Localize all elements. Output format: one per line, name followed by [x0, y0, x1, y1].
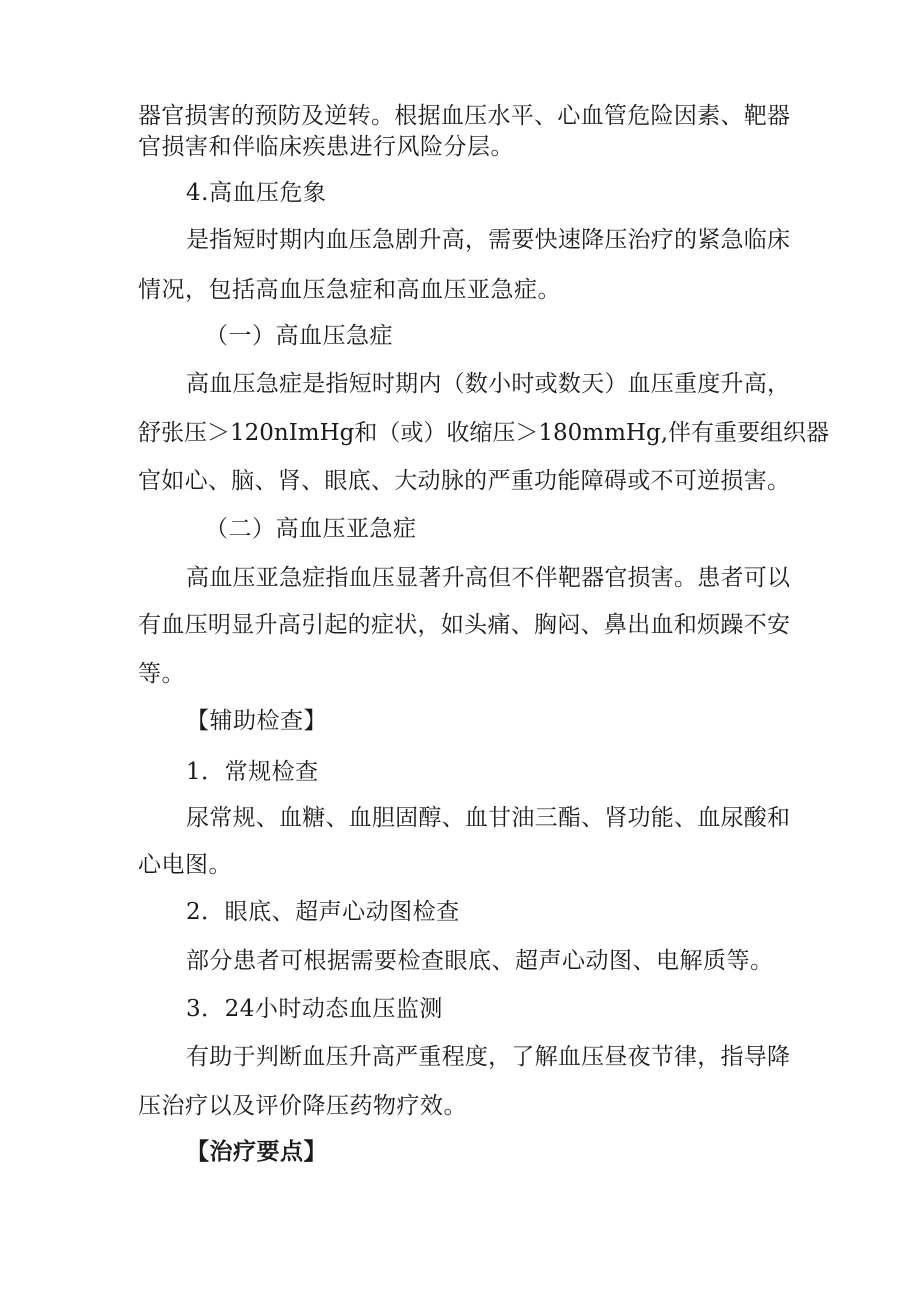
paragraph-line: 等。 — [138, 661, 185, 687]
section-heading: 【治疗要点】 — [186, 1138, 327, 1165]
item-heading: 3．24小时动态血压监测 — [186, 996, 443, 1022]
subsection-heading: （二）高血压亚急症 — [205, 516, 417, 542]
paragraph-line: 尿常规、血糖、血胆固醇、血甘油三酯、肾功能、血尿酸和 — [186, 805, 790, 831]
item-heading: 1．常规检查 — [186, 759, 319, 785]
section-heading: 4.高血压危象 — [186, 180, 327, 206]
paragraph-line: 官损害和伴临床疾患进行风险分层。 — [138, 134, 514, 160]
paragraph-line: 器官损害的预防及逆转。根据血压水平、心血管危险因素、靶器 — [138, 103, 790, 129]
item-heading: 2．眼底、超声心动图检查 — [186, 899, 460, 925]
paragraph-line: 是指短时期内血压急剧升高，需要快速降压治疗的紧急临床 — [186, 227, 790, 253]
paragraph-line: 有血压明显升高引起的症状，如头痛、胸闷、鼻出血和烦躁不安 — [138, 612, 790, 638]
paragraph-line: 高血压急症是指短时期内（数小时或数天）血压重度升高， — [186, 371, 790, 397]
paragraph-line: 心电图。 — [138, 852, 232, 878]
paragraph-line: 压治疗以及评价降压药物疗效。 — [138, 1093, 467, 1119]
paragraph-line: 高血压亚急症指血压显著升高但不伴靶器官损害。患者可以 — [186, 565, 790, 591]
paragraph-line: 舒张压＞120nImHg和（或）收缩压＞180mmHg,伴有重要组织器 — [138, 420, 829, 446]
paragraph-line: 官如心、脑、肾、眼底、大动脉的严重功能障碍或不可逆损害。 — [138, 468, 790, 494]
subsection-heading: （一）高血压急症 — [205, 323, 393, 349]
paragraph-line: 有助于判断血压升高严重程度，了解血压昼夜节律，指导降 — [186, 1044, 790, 1070]
paragraph-line: 部分患者可根据需要检查眼底、超声心动图、电解质等。 — [186, 948, 774, 974]
section-heading: 【辅助检查】 — [186, 708, 327, 734]
paragraph-line: 情况，包括高血压急症和高血压亚急症。 — [138, 277, 561, 303]
